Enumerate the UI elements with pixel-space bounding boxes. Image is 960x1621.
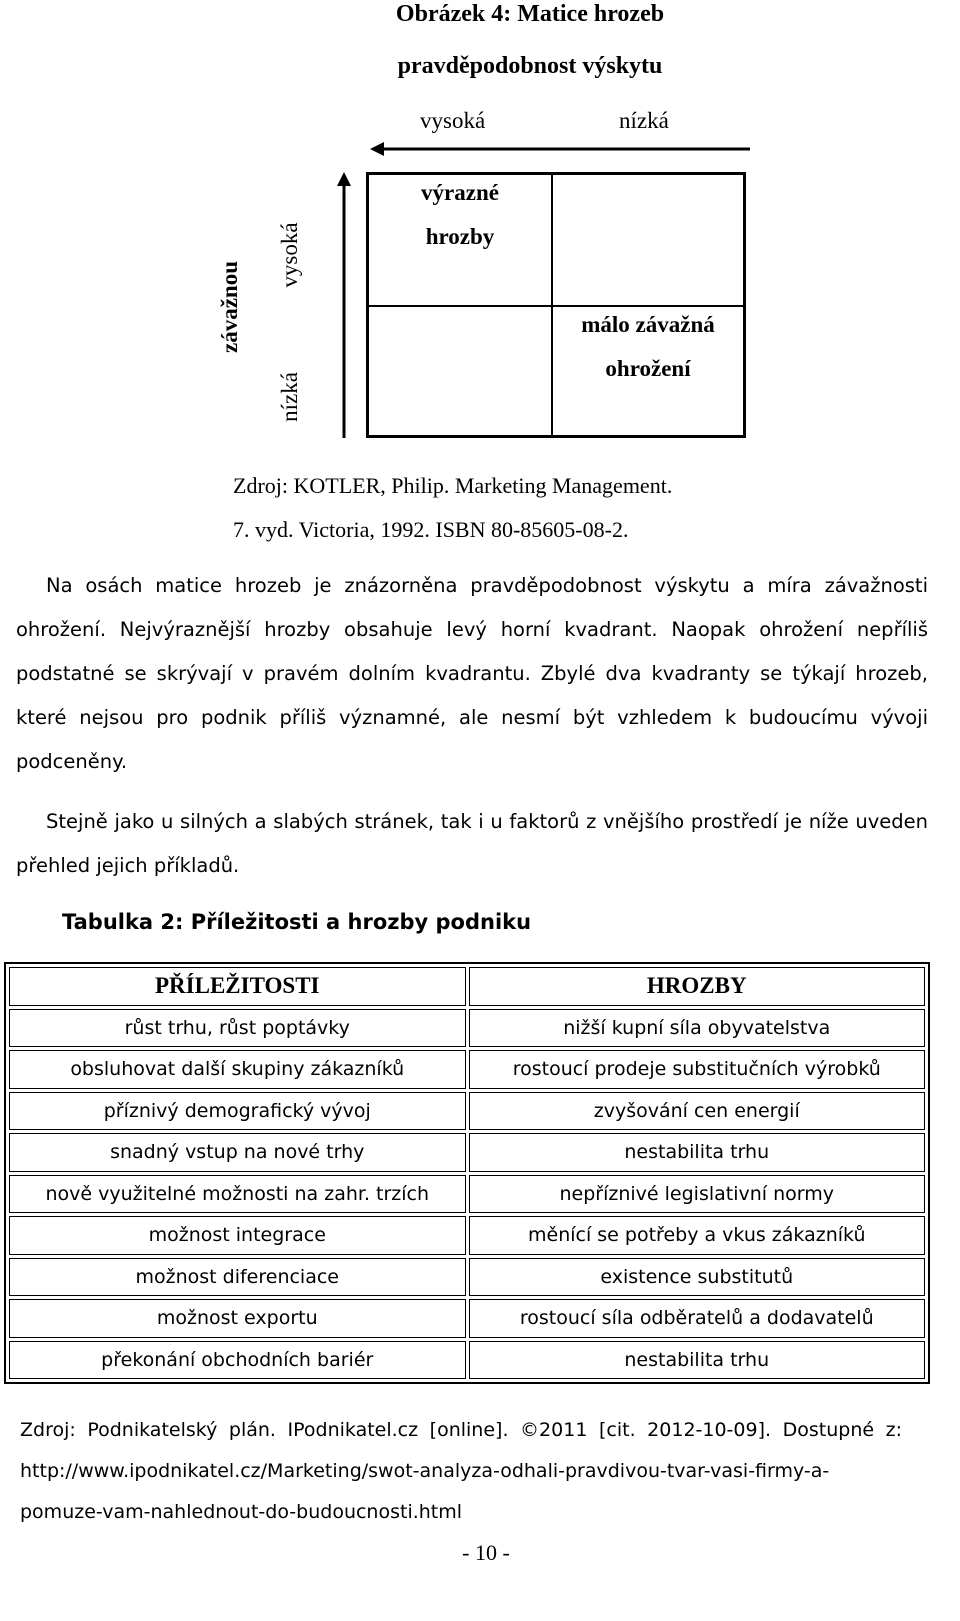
figure-title: Obrázek 4: Matice hrozeb <box>395 1 665 27</box>
threat-cell: nižší kupní síla obyvatelstva <box>469 1009 926 1048</box>
quadrant-bottom-right-line2: ohrožení <box>605 356 691 381</box>
paragraph-2-text: Stejně jako u silných a slabých stránek, tak i u faktorů z vnějšího prostředí je níže uveden přehled jejich příkladů. <box>16 810 928 877</box>
x-axis-title: pravděpodobnost výskytu <box>397 53 663 79</box>
paragraph-2 <box>16 800 928 888</box>
threat-matrix <box>366 172 746 438</box>
table-row <box>9 1050 925 1089</box>
table-row <box>9 1258 925 1297</box>
y-axis-title: závažnou <box>217 261 242 353</box>
table-row <box>9 1216 925 1255</box>
opportunity-cell: možnost diferenciace <box>9 1258 466 1297</box>
table-title: Tabulka 2: Příležitosti a hrozby podniku <box>62 910 532 934</box>
y-axis-low-label: nízká <box>277 372 302 422</box>
table-source: Zdroj: Podnikatelský plán. IPodnikatel.cz [online]. ©2011 [cit. 2012-10-09]. Dostupné z: http://www.ipodnikatel.cz/Marketing/swot-analyza-odhali-pravdivou-tvar-vasi-firmy-a-pomuze-vam-nahlednout-do-budoucnosti.html <box>20 1419 902 1523</box>
threat-cell: rostoucí síla odběratelů a dodavatelů <box>469 1299 926 1338</box>
opportunity-cell: růst trhu, růst poptávky <box>9 1009 466 1048</box>
table-row <box>9 1133 925 1172</box>
table-row <box>9 1009 925 1048</box>
paragraph-1 <box>16 564 928 784</box>
header-opportunities: PŘÍLEŽITOSTI <box>9 967 466 1006</box>
opportunity-cell: obsluhovat další skupiny zákazníků <box>9 1050 466 1089</box>
table-row <box>9 1092 925 1131</box>
quadrant-bottom-right <box>553 303 743 391</box>
threat-cell: zvyšování cen energií <box>469 1092 926 1131</box>
opportunity-cell: možnost exportu <box>9 1299 466 1338</box>
header-threats: HROZBY <box>469 967 926 1006</box>
opportunities-threats-table <box>4 962 930 1384</box>
table-header-row <box>9 967 925 1006</box>
threat-cell: nestabilita trhu <box>469 1341 926 1380</box>
opportunity-cell: snadný vstup na nové trhy <box>9 1133 466 1172</box>
paragraph-1-text: Na osách matice hrozeb je znázorněna pravděpodobnost výskytu a míra závažnosti ohrožení. Nejvýraznější hrozby obsahuje levý horní kvadrant. Naopak ohrožení nepříliš podstatné se skrývají v pravém dolním kvadrantu. Zbylé dva kvadranty se týkají hrozeb, které nejsou pro podnik příliš významné, ale nesmí být vzhledem k budoucímu vývoji podceněny. <box>16 574 928 773</box>
table-row <box>9 1299 925 1338</box>
threat-cell: nepříznivé legislativní normy <box>469 1175 926 1214</box>
quadrant-bottom-right-line1: málo závažná <box>581 312 715 337</box>
quadrant-top-left-line2: hrozby <box>425 224 495 249</box>
y-axis-high-label: vysoká <box>277 222 302 288</box>
page-number: - 10 - <box>462 1540 510 1565</box>
x-axis-arrowhead <box>370 142 384 156</box>
y-axis-arrowhead <box>337 172 351 186</box>
quadrant-top-left <box>369 171 551 259</box>
quadrant-top-left-line1: výrazné <box>421 180 499 205</box>
table-row <box>9 1175 925 1214</box>
figure-source-line2: 7. vyd. Victoria, 1992. ISBN 80-85605-08-2. <box>233 517 629 542</box>
opportunity-cell: překonání obchodních bariér <box>9 1341 466 1380</box>
table-row <box>9 1341 925 1380</box>
figure-source-line1: Zdroj: KOTLER, Philip. Marketing Management. <box>233 473 673 498</box>
opportunity-cell: příznivý demografický vývoj <box>9 1092 466 1131</box>
x-axis-low-label: nízká <box>619 108 669 133</box>
threat-cell: rostoucí prodeje substitučních výrobků <box>469 1050 926 1089</box>
threat-cell: nestabilita trhu <box>469 1133 926 1172</box>
x-axis-high-label: vysoká <box>420 108 486 133</box>
opportunity-cell: možnost integrace <box>9 1216 466 1255</box>
threat-cell: měnící se potřeby a vkus zákazníků <box>469 1216 926 1255</box>
threat-cell: existence substitutů <box>469 1258 926 1297</box>
opportunity-cell: nově využitelné možnosti na zahr. trzích <box>9 1175 466 1214</box>
